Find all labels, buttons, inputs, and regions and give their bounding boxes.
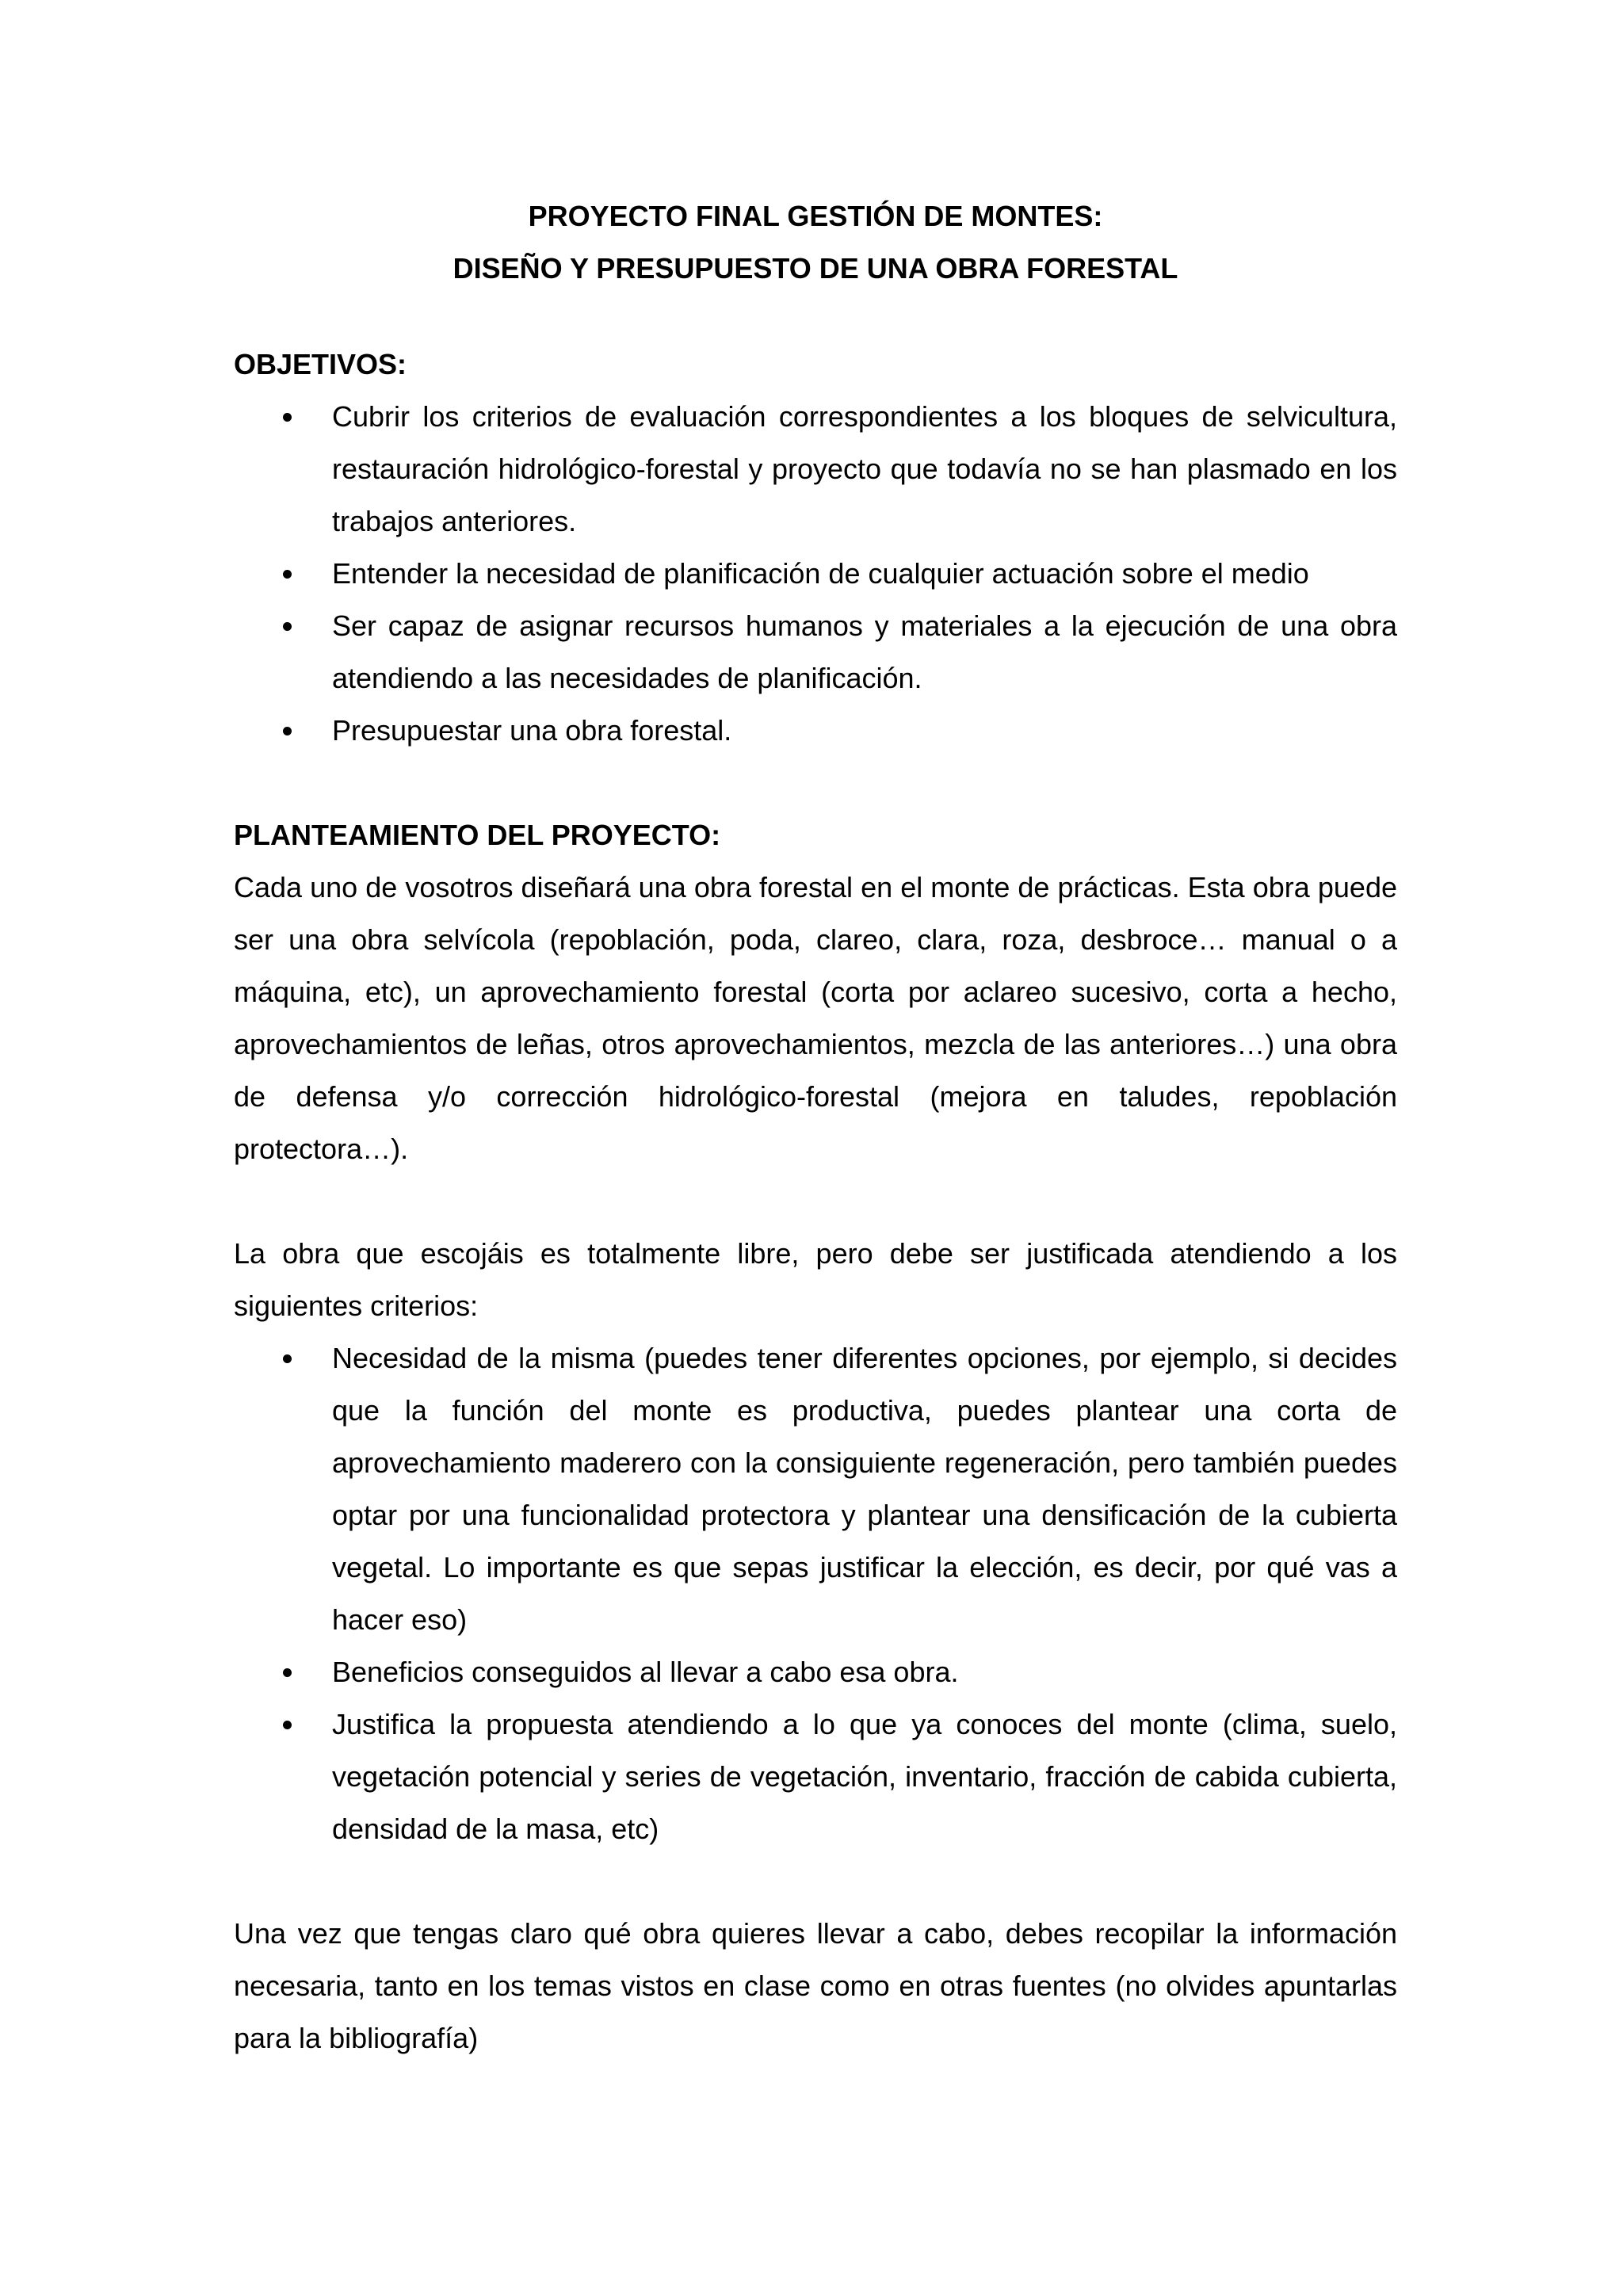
- list-item-text: Ser capaz de asignar recursos humanos y materiales a la ejecución de una obra atendiendo a las necesidades de planificación.: [332, 609, 1397, 694]
- list-item-text: Necesidad de la misma (puedes tener diferentes opciones, por ejemplo, si decides que la función del monte es productiva, puedes plantear una corta de aprovechamiento maderero con la consiguiente regeneración, pero también puedes optar por una funcionalidad protectora y plantear una densificación de la cubierta vegetal. Lo importante es que sepas justificar la elección, es decir, por qué vas a hacer eso): [332, 1342, 1397, 1636]
- planteamiento-paragraph-1: Cada uno de vosotros diseñará una obra forestal en el monte de prácticas. Esta obra puede ser una obra selvícola (repoblación, poda, clareo, clara, roza, desbroce… manual o a máquina, etc), un aprovechamiento forestal (corta por aclareo sucesivo, corta a hecho, aprovechamientos de leñas, otros aprovechamientos, mezcla de las anteriores…) una obra de defensa y/o corrección hidrológico-forestal (mejora en taludes, repoblación protectora…).: [234, 871, 1397, 1165]
- title-line-2: DISEÑO Y PRESUPUESTO DE UNA OBRA FORESTAL: [453, 252, 1178, 285]
- planteamiento-section: [234, 809, 1397, 2065]
- planteamiento-paragraph-3: Una vez que tengas claro qué obra quieres llevar a cabo, debes recopilar la información necesaria, tanto en los temas vistos en clase como en otras fuentes (no olvides apuntarlas para la bibliografía): [234, 1917, 1397, 2054]
- list-item: [234, 705, 1397, 757]
- list-item: [234, 1646, 1397, 1698]
- list-item-text: Justifica la propuesta atendiendo a lo que ya conoces del monte (clima, suelo, vegetación potencial y series de vegetación, inventario, fracción de cabida cubierta, densidad de la masa, etc): [332, 1708, 1397, 1845]
- objetivos-list: [234, 391, 1397, 757]
- document-page: [234, 190, 1397, 2065]
- title-line-1: PROYECTO FINAL GESTIÓN DE MONTES:: [528, 200, 1103, 232]
- spacer: [234, 1175, 1397, 1228]
- bullet-icon: [283, 413, 292, 422]
- criteria-list: [234, 1332, 1397, 1855]
- planteamiento-paragraph-2: La obra que escojáis es totalmente libre, pero debe ser justificada atendiendo a los siguientes criterios:: [234, 1237, 1397, 1322]
- spacer: [234, 757, 1397, 809]
- bullet-icon: [283, 1721, 292, 1729]
- list-item: [234, 600, 1397, 705]
- list-item-text: Presupuestar una obra forestal.: [332, 714, 732, 747]
- bullet-icon: [283, 1354, 292, 1363]
- list-item: [234, 548, 1397, 600]
- list-item: [234, 391, 1397, 548]
- list-item-text: Beneficios conseguidos al llevar a cabo esa obra.: [332, 1656, 959, 1688]
- list-item-text: Cubrir los criterios de evaluación correspondientes a los bloques de selvicultura, restauración hidrológico-forestal y proyecto que todavía no se han plasmado en los trabajos anteriores.: [332, 400, 1397, 537]
- bullet-icon: [283, 622, 292, 631]
- planteamiento-heading: PLANTEAMIENTO DEL PROYECTO:: [234, 819, 721, 851]
- bullet-icon: [283, 570, 292, 579]
- bullet-icon: [283, 727, 292, 735]
- list-item: [234, 1698, 1397, 1855]
- spacer: [234, 1855, 1397, 1908]
- objetivos-section: [234, 338, 1397, 757]
- list-item: [234, 1332, 1397, 1646]
- bullet-icon: [283, 1668, 292, 1677]
- document-title: [234, 190, 1397, 295]
- objetivos-heading: OBJETIVOS:: [234, 348, 407, 380]
- list-item-text: Entender la necesidad de planificación de cualquier actuación sobre el medio: [332, 557, 1309, 590]
